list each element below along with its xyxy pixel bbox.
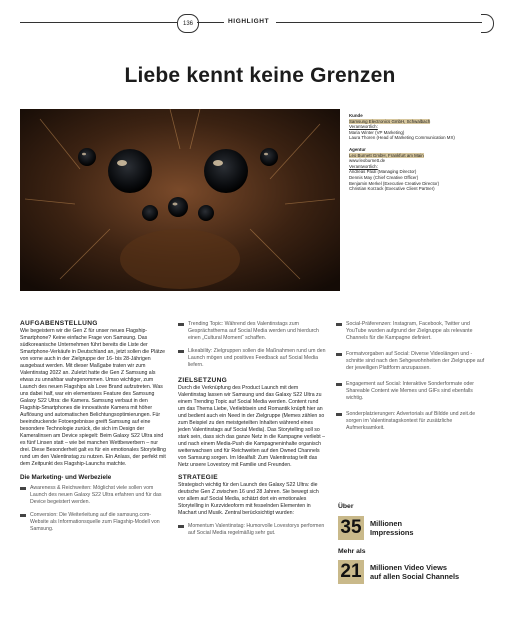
- strategy-bullet: Momentum Valentinstag: Humorvolle Lovestorys performen auf Social Media regelmäßig sehr gut.: [178, 523, 326, 537]
- goal-bullet: Trending Topic: Während des Valentinstags zum Gesprächsthema auf Social Media werden und hierdurch einen „Cultural Moment“ schaffen.: [178, 321, 326, 342]
- stat-text: Millionen Video Views auf allen Social Channels: [370, 563, 460, 581]
- bullet-icon: [336, 383, 342, 387]
- spider-eyes-photo: [20, 109, 340, 291]
- strategy-bullet: Formatvorgaben auf Social: Diverse Videolängen und -schnitte sind nach den Sehgewohnheiten der Zielgruppe auf der jeweiligen Plattform anzupassen.: [336, 351, 488, 372]
- client-label: Kunde: [349, 113, 363, 118]
- client-company: Samsung Electronics GmbH, Schwalbach: [349, 118, 431, 124]
- column-3: [336, 321, 488, 438]
- stat-number: 21: [338, 560, 364, 584]
- strategy-bullet: Engagement auf Social: Interaktive Sonderformate oder Shareable Content wie Memes und GIFs sind ebenfalls wichtig.: [336, 381, 488, 402]
- bullet-icon: [336, 413, 342, 417]
- bullet-icon: [336, 353, 342, 357]
- page-number: 136: [177, 14, 199, 33]
- objective-heading: ZIELSETZUNG: [178, 377, 228, 384]
- agency-person: Benjamin Merkel (Executive Creative Director): [349, 180, 440, 186]
- task-body: Wie begeistern wir die Gen Z für unser neues Flagship-Smartphone? Keine einfache Frage von Samsung. Das südkoreanische Unternehmen führt bereits die Liste der Smartphone-Verkäufe in Deutschland an, jetzt sollen die Plätze von vorne auch in der Zielgruppe der 16- bis 28-Jährigen ausgebaut werden. Mit dieser Maßgabe traten wir zum Valentinstag 2022 an. Zuletzt hatte die Gen Z Samsung als etwas zu unnahbar wahrgenommen. Umso wichtiger, zum Launch des neuen Flagships als Love Brand aufzutreten. Was uns dabei half, war ein elementares Feature des Samsung Galaxy S22 Ultra: die Kamera. Samsung verbaut in den Flagship-Smartphones die innovativste Kamera mit höher Auflösung und automatischen Belichtungsoptimierungen. Für beeindruckende Fotoergebnisse greift Samsung auf eine besondere Technologie zurück, die sich im Design der Kameralinsen am Device spiegelt: Beim Galaxy S22 Ultra sind es fünf Linsen statt – wie bei manchen Wettbewerbern – nur drei. Diese Besonderheit galt es für ein emotionales Storytelling rund um den Valentinstag zu nutzen. Ein Anlass, der perfekt mit dem Zeitpunkt des Flagship-Launchs matchte.: [20, 328, 166, 467]
- agency-person: Dennis May (Chief Creative Officer): [349, 174, 419, 180]
- credits-sidebar: [349, 111, 494, 192]
- column-1: [20, 320, 168, 539]
- goal-bullet: Likeability: Zielgruppen sollen die Maßnahmen rund um den Launch mögen und positives Feedback auf Social Media liefern.: [178, 348, 326, 369]
- objective-body: Durch die Verknüpfung des Product Launch mit dem Valentinstag lassen wir Samsung und das Galaxy S22 Ultra zu einem Trending Topic auf Social Media werden. Content rund um das Thema Liebe, Verliebtsein und Romantik knüpft hier an und bedient auch ein Need in der Zielgruppe (Memes zählen so zum Beispiel zu den meistgeteilten Inhalten während eines jeden Valentinstags auf Social Media). Das Storytelling soll so stark sein, dass sich das ganze Netz in die Kampagne verliebt – und nach einem Media-Push die Kampagneninhalte organisch weiterwachsen und für Reichweiten auf den Owned Channels von Samsung sorgen. Im Idealfall: Zum Valentinstag teilt das Netz unsere Lovestory mit Familie und Freunden.: [178, 385, 326, 468]
- goal-bullet: Conversion: Die Weiterleitung auf die samsung.com-Website als Informationsquelle zum Flagship-Modell von Samsung.: [20, 512, 168, 533]
- stat-label: Mehr als: [338, 548, 366, 555]
- goal-bullet: Awareness & Reichweiten: Möglichst viele sollen vom Launch des neuen Galaxy S22 Ultra erfahren und für das Device begeistert werden.: [20, 485, 168, 506]
- agency-company: Leo Burnett GmbH, Frankfurt am Main: [349, 152, 424, 158]
- goals-subheading: Die Marketing- und Werbeziele: [20, 474, 112, 481]
- stat-label: Über: [338, 503, 354, 510]
- column-2: [178, 321, 326, 543]
- agency-url[interactable]: www.leoburnett.de: [349, 158, 386, 164]
- header-rule-mid: [197, 22, 224, 23]
- strategy-bullet: Social-Präferenzen: Instagram, Facebook, Twitter und YouTube wurden aufgrund der Zielgruppe als relevante Channels für die Kampagne definiert.: [336, 321, 488, 342]
- agency-person: Andreas Pauli (Managing Director): [349, 169, 417, 175]
- header-rule-left: [20, 22, 177, 23]
- client-person: Laura Thoren (Head of Marketing Communication MX): [349, 135, 455, 141]
- section-label: HIGHLIGHT: [228, 18, 270, 25]
- client-person: Maria Winter (VP Marketing): [349, 129, 405, 135]
- bullet-icon: [178, 323, 184, 327]
- stat-text: Millionen Impressions: [370, 519, 414, 537]
- bullet-icon: [20, 514, 26, 518]
- bullet-icon: [336, 323, 342, 327]
- client-responsible-label: Verantwortlich:: [349, 124, 378, 130]
- stat-number: 35: [338, 516, 364, 540]
- agency-responsible-label: Verantwortlich:: [349, 163, 378, 169]
- agency-label: Agentur: [349, 146, 366, 152]
- bullet-icon: [178, 525, 184, 529]
- task-heading: AUFGABENSTELLUNG: [20, 320, 98, 327]
- agency-person: Christian Korzack (Executive Client Partner): [349, 186, 435, 192]
- page-title: Liebe kennt keine Grenzen: [124, 64, 396, 87]
- bullet-icon: [178, 350, 184, 354]
- strategy-heading: STRATEGIE: [178, 474, 218, 481]
- header-deco-shape: [481, 14, 494, 33]
- bullet-icon: [20, 487, 26, 491]
- strategy-body: Strategisch wichtig für den Launch des Galaxy S22 Ultra: die deutsche Gen Z zwischen 16 und 28 Jahren. Sie bewegt sich vor allem auf Social Media, schätzt dort ein emotionales Storytelling in Kurzvideoform mit fesselnden Elementen in Machart und Musik. Zentral berücksichtigt wurden:: [178, 482, 319, 516]
- strategy-bullet: Sonderplatzierungen: Advertorials auf Bildde und zeit.de sorgen im Valentinstagskontext für zusätzliche Aufmerksamkeit.: [336, 411, 488, 432]
- header-rule-right: [276, 22, 482, 23]
